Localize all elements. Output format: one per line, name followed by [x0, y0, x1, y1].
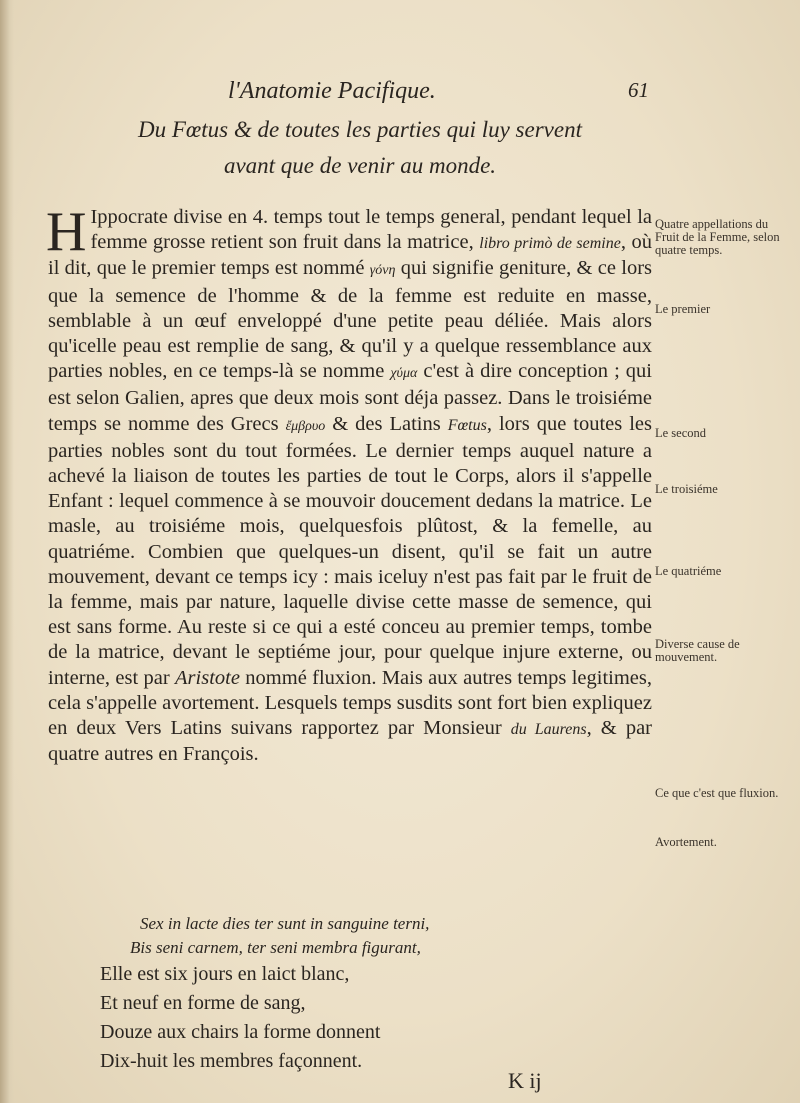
text-segment: nommé fluxion. Mais aux autres temps legitimes, cela s'appelle avortement. Lesquels temps susdits sont fort bien expliquez en deux Vers Latins suivans rapportez par Monsieur [48, 666, 652, 740]
margin-note: Avortement. [655, 835, 717, 849]
margin-note: Le premier [655, 302, 711, 316]
text-segment: , lors que toutes les parties nobles sont du tout formées. Le dernier temps auquel nature a achevé la liaison de toutes les parties de tout le Corps, alors il s'appelle Enfant : lequel commence à se mouvoir doucement dedans la matrice. Le masle, au troisiéme mois, quelquesfois plûtost, & la femelle, au quatriéme. Combien que quelques-un disent, qu'il se fait un autre mouvement, devant ce temps icy : mais iceluy n'est pas fait par le fruit de la femme, mais par nature, laquelle divise cette masse de semence, qui est sans forme. Au reste si ce qui a esté conceu au premier temps, tombe de la matrice, devant le septiéme jour, pour quelque injure externe, ou interne, est par [48, 412, 652, 689]
author-name: Aristote [175, 666, 240, 689]
french-verse-line: Elle est six jours en laict blanc, [100, 963, 350, 985]
verse-block [100, 912, 600, 1076]
french-verse-line: Et neuf en forme de sang, [100, 992, 306, 1014]
latin-verse-line: Bis seni carnem, ter seni membra figurant, [130, 938, 421, 957]
chapter-title-line-1: Du Fœtus & de toutes les parties qui luy servent [138, 117, 582, 142]
page-gutter-shadow [0, 0, 14, 1103]
greek-term: χύμα [390, 366, 418, 382]
latin-verse-line: Sex in lacte dies ter sunt in sanguine terni, [140, 914, 430, 933]
author-name: du Laurens [510, 721, 587, 739]
text-segment: Ippocrate divise en 4. temps tout le temps general, pendant lequel la femme grosse retient son fruit dans la matrice, [90, 206, 652, 254]
latin-term: Fœtus [447, 416, 487, 434]
margin-notes [655, 0, 795, 1103]
page-number: 61 [628, 78, 649, 102]
drop-cap-initial: H [46, 201, 87, 263]
text-segment: c'est à dire conception ; qui est selon Galien, apres que deux mois sont déja passez. Dans le troisiéme temps se nomme des Grecs [48, 360, 653, 435]
margin-note: Quatre appellations du Fruit de la Femme, selon quatre temps. [655, 217, 780, 257]
chapter-title-line-2: avant que de venir au monde. [223, 153, 497, 178]
text-segment: & des Latins [332, 412, 441, 435]
margin-note: Le quatriéme [655, 564, 722, 578]
margin-note: Ce que c'est que fluxion. [655, 786, 779, 800]
text-segment: , & par quatre autres en François. [48, 717, 652, 766]
greek-term: γόνη [369, 263, 396, 279]
text-segment: , où il dit, que le premier temps est nommé [48, 231, 653, 280]
chapter-title [60, 112, 660, 184]
french-verse-line: Douze aux chairs la forme donnent [100, 1021, 381, 1043]
main-paragraph [46, 201, 653, 767]
source-citation: libro primò de semine [479, 235, 621, 253]
margin-note: Diverse cause de mouvement. [655, 637, 740, 664]
margin-note: Le troisiéme [655, 482, 718, 496]
signature-mark: K ij [508, 1068, 542, 1093]
greek-term: ἔμβρυο [285, 418, 326, 434]
french-verse-line: Dix-huit les membres façonnent. [100, 1050, 363, 1072]
text-segment: qui signifie geniture, & ce lors que la semence de l'homme & de la femme est reduite en masse, semblable à un œuf enveloppé d'une petite peau déliée. Mais alors qu'icelle peau est remplie de sang, & qu'il y a quelque ressemblance aux parties nobles, en ce temps-là se nomme [48, 257, 652, 383]
margin-note: Le second [655, 426, 707, 440]
running-title: l'Anatomie Pacifique. [228, 78, 436, 104]
